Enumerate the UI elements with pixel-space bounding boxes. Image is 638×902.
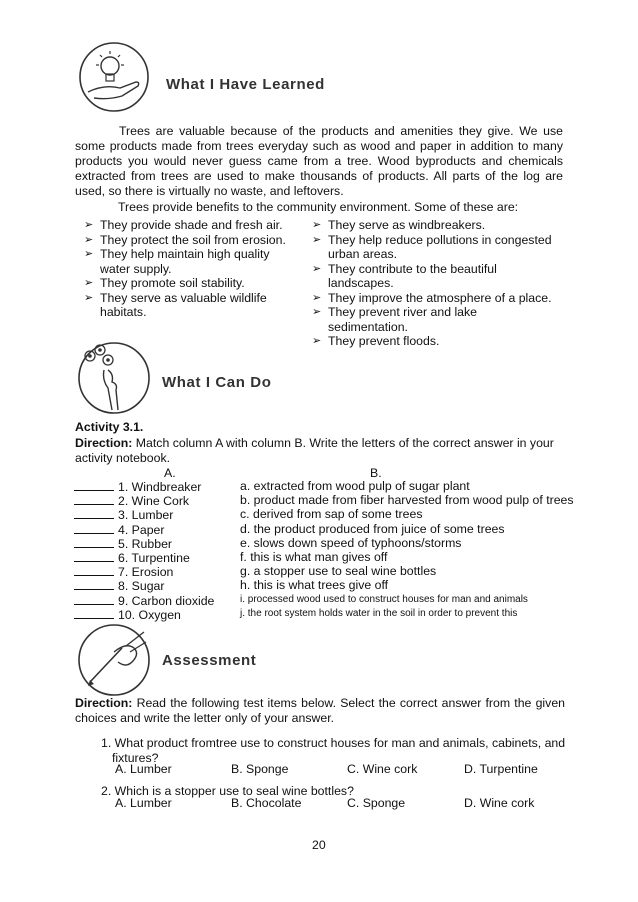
matching-row: [74, 536, 574, 550]
column-a-item: 6. Turpentine: [118, 551, 190, 565]
column-b-item: f. this is what man gives off: [240, 550, 388, 564]
benefit-item: ➢ They serve as valuable wildlife habitats.: [84, 291, 294, 320]
answer-blank: [74, 493, 114, 505]
learned-paragraph-2: Trees provide benefits to the community environment. Some of these are:: [118, 200, 519, 214]
activity-label: Activity 3.1.: [75, 420, 144, 434]
assessment-direction: [75, 696, 565, 726]
answer-blank: [74, 593, 114, 605]
column-a-item: 8. Sugar: [118, 579, 165, 594]
q1-choice-b: B. Sponge: [231, 762, 289, 776]
q2-choice-a: A. Lumber: [115, 796, 172, 810]
benefit-item: ➢ They protect the soil from erosion.: [84, 233, 294, 248]
assessment-direction-label: Direction:: [75, 696, 133, 710]
section-title-cando: What I Can Do: [162, 374, 272, 391]
q2-choice-b: B. Chocolate: [231, 796, 302, 810]
question-1: 1. What product fromtree use to construct houses for man and animals, cabinets, and fixtures?: [101, 736, 566, 765]
column-a-item: 5. Rubber: [118, 536, 173, 551]
answer-blank: [74, 507, 114, 519]
matching-row: [74, 507, 574, 521]
matching-row: [74, 522, 574, 536]
column-a-item: 10. Oxygen: [118, 607, 181, 622]
answer-blank: [74, 522, 114, 534]
benefit-item: ➢ They help maintain high quality water supply.: [84, 247, 294, 276]
benefit-item: ➢ They promote soil stability.: [84, 276, 294, 291]
column-b-item: j. the root system holds water in the soil in order to prevent this: [240, 607, 518, 619]
column-b-item: d. the product produced from juice of some trees: [240, 521, 505, 536]
column-b-item: a. extracted from wood pulp of sugar plant: [240, 479, 470, 493]
answer-blank: [74, 564, 114, 576]
direction-text: Match column A with column B. Write the letters of the correct answer in your activity notebook.: [75, 436, 554, 465]
column-a-item: 3. Lumber: [118, 508, 174, 523]
benefit-item: ➢ They contribute to the beautiful landscapes.: [312, 262, 558, 291]
benefit-item: ➢ They improve the atmosphere of a place.: [312, 291, 558, 306]
answer-blank: [74, 536, 114, 548]
benefit-item: ➢ They prevent river and lake sedimentation.: [312, 305, 558, 334]
matching-row: [74, 578, 574, 592]
column-b-item: g. a stopper use to seal wine bottles: [240, 564, 437, 579]
answer-blank: [74, 550, 114, 562]
column-a-item: 9. Carbon dioxide: [118, 593, 215, 608]
matching-row: [74, 479, 574, 493]
column-a-item: 1. Windbreaker: [118, 480, 202, 494]
column-a-header: A.: [164, 466, 176, 480]
matching-row: [74, 607, 574, 621]
page-number: 20: [312, 838, 326, 852]
benefits-list-left: [84, 218, 294, 320]
cando-direction: [75, 436, 565, 466]
column-b-item: b. product made from fiber harvested from wood pulp of trees: [240, 493, 574, 508]
section-title-learned: What I Have Learned: [166, 76, 325, 93]
answer-blank: [74, 479, 114, 491]
q1-choice-d: D. Turpentine: [464, 762, 538, 776]
q1-choice-c: C. Wine cork: [347, 762, 418, 776]
lightbulb-hand-icon: [74, 40, 154, 114]
q2-choice-d: D. Wine cork: [464, 796, 535, 810]
answer-blank: [74, 578, 114, 590]
assessment-direction-text: Read the following test items below. Select the correct answer from the given choices and write the letter only of your answer.: [75, 696, 565, 725]
gears-hand-icon: [74, 340, 154, 416]
question-2: 2. Which is a stopper use to seal wine bottles?: [101, 784, 354, 798]
learned-paragraph-1: Trees are valuable because of the products and amenities they give. We use some products made from trees everyday such as wood and paper in addition to many products you would never guess came from a tree. Wood byproducts and chemicals extracted from trees are used to make thousands of products. All parts of the log are used, so there is virtually no waste, and leftovers.: [75, 124, 563, 198]
benefit-item: ➢ They serve as windbreakers.: [312, 218, 558, 233]
column-b-item: h. this is what trees give off: [240, 578, 389, 593]
answer-blank: [74, 607, 114, 619]
matching-row: [74, 564, 574, 578]
column-a-item: 4. Paper: [118, 522, 165, 537]
benefit-item: ➢ They provide shade and fresh air.: [84, 218, 294, 233]
matching-row: [74, 493, 574, 507]
direction-label: Direction:: [75, 436, 133, 450]
q2-choice-c: C. Sponge: [347, 796, 406, 810]
benefit-item: ➢ They prevent floods.: [312, 334, 558, 349]
section-title-assessment: Assessment: [162, 652, 257, 669]
column-b-item: i. processed wood used to construct houses for man and animals: [240, 593, 528, 605]
column-a-item: 2. Wine Cork: [118, 494, 190, 509]
column-a-item: 7. Erosion: [118, 565, 174, 580]
pen-hand-icon: [74, 622, 154, 698]
column-b-item: c. derived from sap of some trees: [240, 507, 423, 522]
matching-row: [74, 593, 574, 607]
benefit-item: ➢ They help reduce pollutions in congested urban areas.: [312, 233, 558, 262]
benefits-list-right: [312, 218, 558, 349]
column-b-item: e. slows down speed of typhoons/storms: [240, 535, 462, 550]
column-b-header: B.: [370, 466, 382, 480]
matching-row: [74, 550, 574, 564]
q1-choice-a: A. Lumber: [115, 762, 172, 776]
